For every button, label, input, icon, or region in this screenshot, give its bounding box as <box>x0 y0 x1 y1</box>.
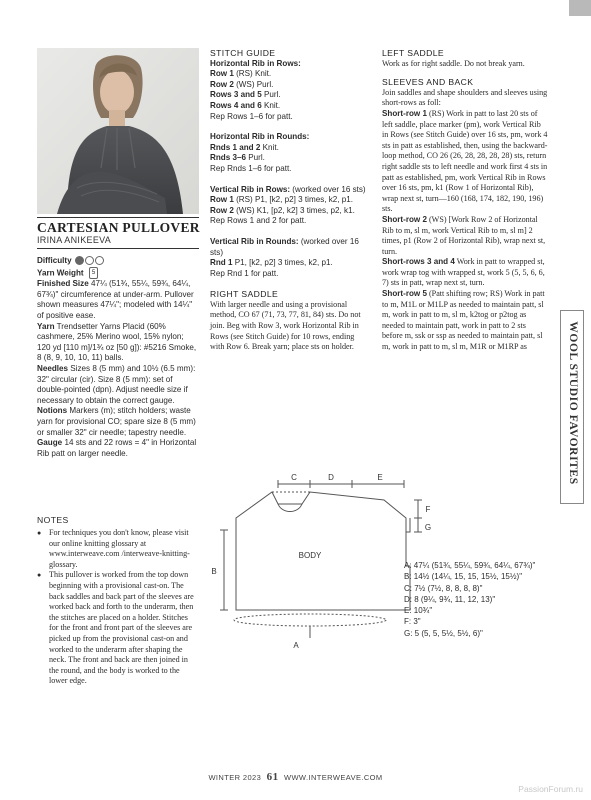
short-row-step: Short-row 1 (RS) Work in patt to last 20 sts of left saddle, place marker (pm), work Vertical Rib in Rows (see Stitch Guide) over 16 sts, pm, work 4 sts in patt as established, then, using the backward-loop method, CO 26 (26, 28, 28, 28, 28) sts, return right saddle sts to left needle and work first 4 sts in patt as established, pm, work Vertical Rib in Rows over 16 sts, pm, k1 (Row 1 of Horizontal Rib), wrap next st, turn—160 (168, 174, 182, 190, 196) sts. <box>382 108 548 214</box>
h-rib-rounds-title: Horizontal Rib in Rounds: <box>210 132 310 142</box>
page-tab <box>569 0 591 16</box>
difficulty-row <box>37 256 199 267</box>
short-row-step: Short-row 2 (WS) [Work Row 2 of Horizontal Rib to m, sl m, work Vertical Rib to m, sl m] 2 times, p1 (Row 2 of Horizontal Rib), wrap next st, turn. <box>382 214 546 256</box>
yarn-weight-icon: 5 <box>89 267 98 280</box>
footer-site: WWW.INTERWEAVE.COM <box>283 773 383 782</box>
page-footer <box>0 771 591 783</box>
dim-label-g: G <box>424 523 432 532</box>
watermark: PassionForum.ru <box>518 784 583 794</box>
pattern-line: Row 2 (WS) K1, [p2, k2] 3 times, p2, k1. <box>210 205 355 215</box>
gauge-label: Gauge <box>37 438 63 448</box>
note-item: ● This pullover is worked from the top down beginning with a provisional cast-on. The back saddles and back part of the sleeves are worked back and forth to the underarm, then the stitches are placed on a holder. Stitches for the front and front part of the sleeves are picked up from the provisional cast-on and worked to the underarm after shaping the neck. The front and back are then joined in the round, and the body is worked to the lower edge. <box>37 570 199 687</box>
needles-text: Sizes 8 (5 mm) and 10½ (6.5 mm): 32" circular (cir). Size 8 (5 mm): set of double-pointed (dpn). Adjust needle size if necessary to obtain the correct gauge. <box>37 363 196 405</box>
difficulty-dot-icon <box>85 256 94 265</box>
sidebar-label: WOOL STUDIO FAVORITES <box>567 321 579 485</box>
notes-list <box>37 528 199 687</box>
pattern-line: Row 1 (RS) P1, [k2, p2] 3 times, k2, p1. <box>210 195 354 205</box>
notions-label: Notions <box>37 406 68 416</box>
notes-heading: NOTES <box>37 515 69 525</box>
pattern-title: CARTESIAN PULLOVER <box>37 220 200 235</box>
measurement-item: B: 14½ (14¼, 15, 15, 15½, 15½)" <box>404 572 523 582</box>
finished-size-text: 47¼ (51¾, 55¼, 59¾, 64¼, 67¾)" circumference at under-arm. Pullover shown measures 47¼"; modeled with 14¼" of positive ease. <box>37 279 194 320</box>
pattern-line: Rnd 1 P1, [k2, p2] 3 times, k2, p1. <box>210 258 333 268</box>
dim-label-e: E <box>377 473 383 482</box>
yarn-text: Trendsetter Yarns Placid (60% cashmere, 25% Merino wool, 15% nylon; 120 yd [110 m]/1¾ oz [50 g]): #5216 Smoke, 8 (8, 9, 10, 10, 11) balls. <box>37 321 197 363</box>
left-saddle-text: Work as for right saddle. Do not break yarn. <box>382 58 525 68</box>
footer-issue: WINTER 2023 <box>208 773 262 782</box>
gauge-text: 14 sts and 22 rows = 4" in Horizontal Rib patt on larger needle. <box>37 438 197 458</box>
measurement-item: D: 8 (9¼, 9¾, 11, 12, 13)" <box>404 594 496 604</box>
yarn-weight-row <box>37 267 199 280</box>
page-number: 61 <box>266 771 279 783</box>
measurement-item: C: 7½ (7½, 8, 8, 8, 8)" <box>404 583 483 593</box>
section-sidebar <box>560 310 584 504</box>
yarn-weight-label: Yarn Weight <box>37 268 84 278</box>
v-rib-rows-title: Vertical Rib in Rows: (worked over 16 sts) <box>210 184 366 194</box>
short-row-step: Short-row 5 (Patt shifting row; RS) Work in patt to m, M1L or M1LP as needed to maintain patt, sl m, work in patt to m, sl m, k2tog or p2tog as needed to maintain patt, work in patt to 2 sts before m, ssk or ssp as needed to maintain patt, sl m, work in patt to m, sl m, M1R or M1RP as <box>382 289 545 352</box>
difficulty-dots <box>74 256 104 265</box>
right-column <box>382 48 548 353</box>
difficulty-label: Difficulty <box>37 256 72 265</box>
difficulty-dot-icon <box>95 256 104 265</box>
needles <box>37 364 199 406</box>
yarn-label: Yarn <box>37 321 55 331</box>
pattern-line: Rep Rnd 1 for patt. <box>210 268 279 278</box>
right-saddle-text: With larger needle and using a provisional method, CO 67 (71, 73, 77, 81, 84) sts. Do not join. Beg with Row 3, work Horizontal Rib in Rows (see Stitch Guide) for 10 rows, ending with Row 6. Break yarn; place sts on holder. <box>210 299 361 352</box>
finished-size-label: Finished Size <box>37 279 89 289</box>
measurement-item: F: 3" <box>404 617 421 627</box>
pattern-line: Rep Rnds 1–6 for patt. <box>210 163 292 173</box>
dim-label-c: C <box>291 473 297 482</box>
v-rib-rows-lines <box>210 195 370 227</box>
gauge <box>37 438 199 459</box>
body-label: BODY <box>298 551 322 560</box>
note-item: ● For techniques you don't know, please visit our online knitting glossary at www.interweave.com /interweave-knitting-glossary. <box>37 528 199 570</box>
sleeves-back-intro: Join saddles and shape shoulders and sleeves using short-rows as foll: <box>382 87 548 108</box>
notions <box>37 406 199 438</box>
left-saddle-heading: LEFT SADDLE <box>382 48 445 58</box>
h-rib-rows-title: Horizontal Rib in Rows: <box>210 58 301 68</box>
pattern-author: IRINA ANIKEEVA <box>37 235 112 245</box>
notions-text: Markers (m); stitch holders; waste yarn for provisional CO; spare size 8 (5 mm) or smaller 32" cir needle; tapestry needle. <box>37 406 196 437</box>
stitch-guide-heading: STITCH GUIDE <box>210 48 276 58</box>
short-row-step: Short-rows 3 and 4 Work in patt to wrapped st, work wrap tog with wrapped st, work 5 (5, 5, 6, 6, 7) sts in patt, wrap next st, turn. <box>382 257 545 288</box>
h-rib-rounds-lines <box>210 143 370 175</box>
v-rib-rounds-title: Vertical Rib in Rounds: (worked over 16 sts) <box>210 236 359 257</box>
pattern-specs <box>37 256 199 459</box>
dim-label-f: F <box>425 505 431 514</box>
right-saddle-heading: RIGHT SADDLE <box>210 289 279 300</box>
dim-label-d: D <box>328 473 334 482</box>
pattern-line: Rows 3 and 5 Purl. <box>210 90 281 100</box>
dim-label-a: A <box>293 641 299 650</box>
stitch-guide <box>210 48 370 353</box>
title-rule-top <box>37 217 199 218</box>
pattern-line: Rnds 1 and 2 Knit. <box>210 142 279 152</box>
pattern-line: Rep Rows 1 and 2 for patt. <box>210 216 307 226</box>
pattern-line: Row 1 (RS) Knit. <box>210 69 272 79</box>
model-photo <box>37 48 199 214</box>
title-rule-bottom <box>37 248 199 249</box>
yarn <box>37 322 199 364</box>
pattern-line: Rep Rows 1–6 for patt. <box>210 111 293 121</box>
measurement-item: E: 10¾" <box>404 606 433 616</box>
v-rib-rounds-lines <box>210 258 370 279</box>
measurement-item: G: 5 (5, 5, 5½, 5½, 6)" <box>404 628 483 638</box>
h-rib-rows-lines <box>210 69 370 122</box>
pattern-line: Row 2 (WS) Purl. <box>210 79 274 89</box>
measurement-item: A: 47¼ (51¾, 55¼, 59¾, 64¼, 67¾)" <box>404 561 536 570</box>
pattern-line: Rows 4 and 6 Knit. <box>210 100 281 110</box>
difficulty-dot-icon <box>75 256 84 265</box>
dim-label-b: B <box>211 567 217 576</box>
schematic-measurements <box>404 560 535 639</box>
needles-label: Needles <box>37 363 69 373</box>
sleeves-back-heading: SLEEVES AND BACK <box>382 77 474 88</box>
pattern-line: Rnds 3–6 Purl. <box>210 153 265 163</box>
finished-size <box>37 279 199 321</box>
